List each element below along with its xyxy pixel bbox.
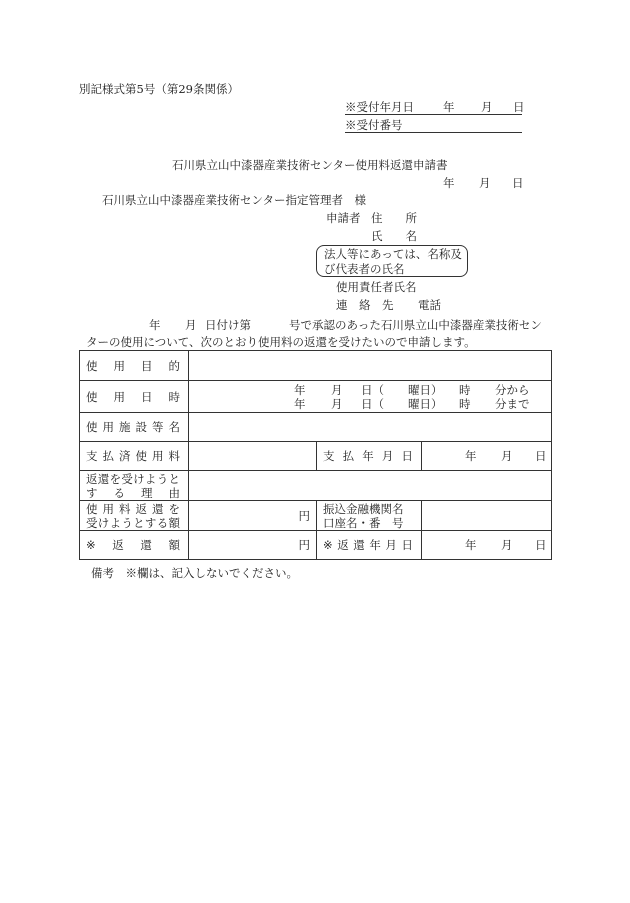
body-approval-text: 号で承認のあった石川県立山中漆器産業技術セン: [289, 318, 542, 332]
body-year-unit: 年: [149, 318, 161, 332]
refund-request-label: [80, 501, 189, 531]
paid-fee-field[interactable]: [189, 442, 317, 471]
applicant-name-label: 氏 名: [371, 229, 417, 243]
paid-date-label: [317, 442, 422, 471]
refund-amount-label-text: ※ 返 還 額: [86, 538, 180, 552]
refund-request-label-line2: 受 け よ う と す る 額: [86, 515, 180, 530]
refund-date-field[interactable]: [422, 531, 552, 560]
addressee: 石川県立山中漆器産業技術センター指定管理者 様: [102, 193, 367, 207]
bank-field[interactable]: [422, 501, 552, 531]
paid-day-unit: 日: [535, 449, 547, 463]
refund-request-field[interactable]: [189, 501, 317, 531]
datetime-label-text: 使 用 日 時: [86, 389, 180, 404]
bank-label-line1: 振込金融機関名: [323, 501, 404, 516]
refund-day-unit: 日: [535, 538, 547, 552]
bank-label: [317, 501, 422, 531]
paid-date-label-text: 支 払 年 月 日: [323, 449, 413, 463]
refund-form-table: [79, 350, 552, 560]
reason-field[interactable]: [189, 471, 552, 501]
refund-amount-field[interactable]: [189, 531, 317, 560]
purpose-label: [80, 351, 189, 381]
corporation-note-line1: 法人等にあっては、名称及: [324, 247, 462, 261]
refund-date-label-text: ※ 返 還 年 月 日: [323, 538, 413, 552]
row-purpose: [80, 351, 552, 381]
reception-number-row: [345, 118, 522, 133]
datetime-field[interactable]: [189, 381, 552, 413]
datetime-to-line: [189, 397, 551, 411]
facility-label-text: 使 用 施 設 等 名: [86, 420, 180, 434]
row-paid: [80, 442, 552, 471]
form-number: 別記様式第5号（第29条関係）: [79, 82, 239, 96]
row-facility: [80, 413, 552, 442]
reception-number-label: ※受付番号: [345, 118, 403, 132]
reception-month-unit: 月: [481, 100, 493, 114]
datetime-from-line: [189, 383, 551, 397]
body-line-2: ターの使用について、次のとおり使用料の返還を受けたいので申請します。: [86, 335, 476, 349]
body-line-1: [0, 318, 630, 332]
reception-day-unit: 日: [513, 100, 525, 114]
reason-label: [80, 471, 189, 501]
row-datetime: [80, 381, 552, 413]
to-weekday-unit: 曜日）: [408, 396, 443, 411]
application-month-unit: 月: [479, 176, 491, 190]
document-title: 石川県立山中漆器産業技術センター使用料返還申請書: [172, 158, 448, 172]
to-hour-unit: 時: [459, 396, 471, 411]
row-reason: [80, 471, 552, 501]
paid-fee-label-text: 支 払 済 使 用 料: [86, 449, 180, 463]
refund-amount-yen-unit: 円: [298, 538, 310, 552]
to-year-unit: 年: [294, 396, 306, 411]
applicant-address-label: 住 所: [371, 211, 417, 225]
refund-amount-label: [80, 531, 189, 560]
row-refund-request: [80, 501, 552, 531]
refund-month-unit: 月: [501, 538, 513, 552]
reason-label-line1: 返 還 を 受 け よ う と: [86, 471, 180, 486]
body-month-unit: 月: [185, 318, 197, 332]
paid-date-field[interactable]: [422, 442, 552, 471]
application-date: [443, 176, 522, 190]
phone-label: 電話: [418, 298, 441, 312]
to-month-unit: 月: [331, 396, 343, 411]
responsible-person-label: 使用責任者氏名: [336, 280, 417, 294]
body-day-number-text: 日付け第: [205, 318, 251, 332]
paid-fee-label: [80, 442, 189, 471]
application-day-unit: 日: [512, 176, 524, 190]
to-day-unit: 日（: [361, 396, 384, 411]
datetime-label: [80, 381, 189, 413]
reason-label-line2: す る 理 由: [86, 485, 180, 500]
corporation-note-line2: び代表者の氏名: [324, 262, 405, 276]
paid-year-unit: 年: [465, 449, 477, 463]
applicant-role: 申請者: [326, 211, 361, 225]
contact-label: 連 絡 先: [336, 298, 394, 312]
from-month-unit: 月: [331, 382, 343, 397]
refund-request-yen-unit: 円: [298, 508, 310, 523]
reception-date-row: [345, 100, 525, 115]
refund-date-units: [422, 538, 551, 552]
from-hour-unit: 時: [459, 382, 471, 397]
paid-date-units: [422, 449, 551, 463]
row-refund-amount: [80, 531, 552, 560]
facility-field[interactable]: [189, 413, 552, 442]
from-year-unit: 年: [294, 382, 306, 397]
application-year-unit: 年: [443, 176, 455, 190]
to-minute-unit: 分まで: [495, 396, 530, 411]
remarks-note: 備考 ※欄は、記入しないでください。: [91, 566, 298, 580]
from-day-unit: 日（: [361, 382, 384, 397]
refund-date-label: [317, 531, 422, 560]
from-weekday-unit: 曜日）: [408, 382, 443, 397]
purpose-label-text: 使 用 目 的: [86, 358, 180, 373]
purpose-field[interactable]: [189, 351, 552, 381]
bank-label-line2: 口座名・番 号: [323, 515, 404, 530]
from-minute-unit: 分から: [495, 382, 530, 397]
reception-date-label: ※受付年月日: [345, 100, 414, 114]
facility-label: [80, 413, 189, 442]
refund-year-unit: 年: [465, 538, 477, 552]
reception-year-unit: 年: [443, 100, 455, 114]
datetime-lines: [189, 382, 551, 412]
paid-month-unit: 月: [501, 449, 513, 463]
refund-request-label-line1: 使 用 料 返 還 を: [86, 501, 180, 516]
